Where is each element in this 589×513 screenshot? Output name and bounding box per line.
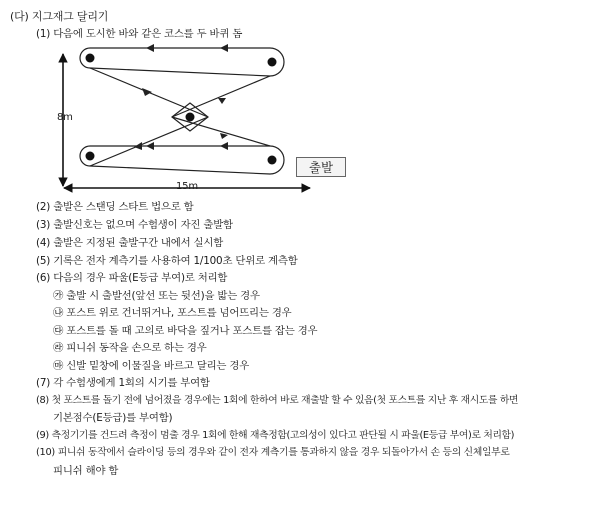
item-10-line-2: 피니쉬 해야 함 xyxy=(53,465,119,477)
post-top-left xyxy=(86,54,95,63)
foul-item-e: ㉲ 신발 밑창에 이물질을 바르고 달리는 경우 xyxy=(53,360,250,372)
item-9: (9) 측정기기를 건드려 측정이 멈출 경우 1회에 한해 재측정함(고의성이 있다고 판단될 시 파울(E등급 부여)로 처리함) xyxy=(36,430,515,441)
item-6: (6) 다음의 경우 파울(E등급 부여)로 처리함 xyxy=(36,272,228,284)
post-top-right xyxy=(268,58,277,67)
section-title: (다) 지그재그 달리기 xyxy=(10,10,109,23)
height-label: 8m xyxy=(57,112,73,123)
start-label-box: 출발 xyxy=(296,157,346,177)
foul-item-d: ㉱ 피니쉬 동작을 손으로 하는 경우 xyxy=(53,342,207,354)
item-10-line-1: (10) 피니쉬 동작에서 슬라이딩 등의 경우와 같이 전자 계측기를 통과하지 않을 경우 되돌아가서 손 등의 신체일부로 xyxy=(36,447,510,458)
foul-item-b: ㉯ 포스트 위로 건너뛰거나, 포스트를 넘어뜨리는 경우 xyxy=(53,307,292,319)
foul-item-c: ㉰ 포스트를 돌 때 고의로 바닥을 짚거나 포스트를 잡는 경우 xyxy=(53,325,318,337)
item-4: (4) 출발은 지정된 출발구간 내에서 실시함 xyxy=(36,237,224,249)
course-path xyxy=(80,48,284,174)
direction-arrows xyxy=(134,44,228,150)
item-8-line-2: 기본점수(E등급)를 부여함) xyxy=(53,412,173,424)
post-bottom-left xyxy=(86,152,95,161)
posts xyxy=(86,54,277,165)
item-1: (1) 다음에 도시한 바와 같은 코스를 두 바퀴 돔 xyxy=(36,28,243,40)
post-bottom-right xyxy=(268,156,277,165)
item-8-line-1: (8) 첫 포스트를 돌기 전에 넘어졌을 경우에는 1회에 한하여 바로 재출발 할 수 있음(첫 포스트를 지난 후 재시도를 하면 xyxy=(36,395,519,406)
item-7: (7) 각 수험생에게 1회의 시기를 부여함 xyxy=(36,377,210,389)
item-3: (3) 출발신호는 없으며 수험생이 자진 출발함 xyxy=(36,219,233,231)
foul-item-a: ㉮ 출발 시 출발선(앞선 또는 뒷선)을 밟는 경우 xyxy=(53,290,260,302)
item-2: (2) 출발은 스탠딩 스타트 법으로 함 xyxy=(36,201,194,213)
post-center xyxy=(186,113,195,122)
item-5: (5) 기록은 전자 계측기를 사용하여 1/100초 단위로 계측함 xyxy=(36,255,298,267)
width-label: 15m xyxy=(176,181,198,192)
